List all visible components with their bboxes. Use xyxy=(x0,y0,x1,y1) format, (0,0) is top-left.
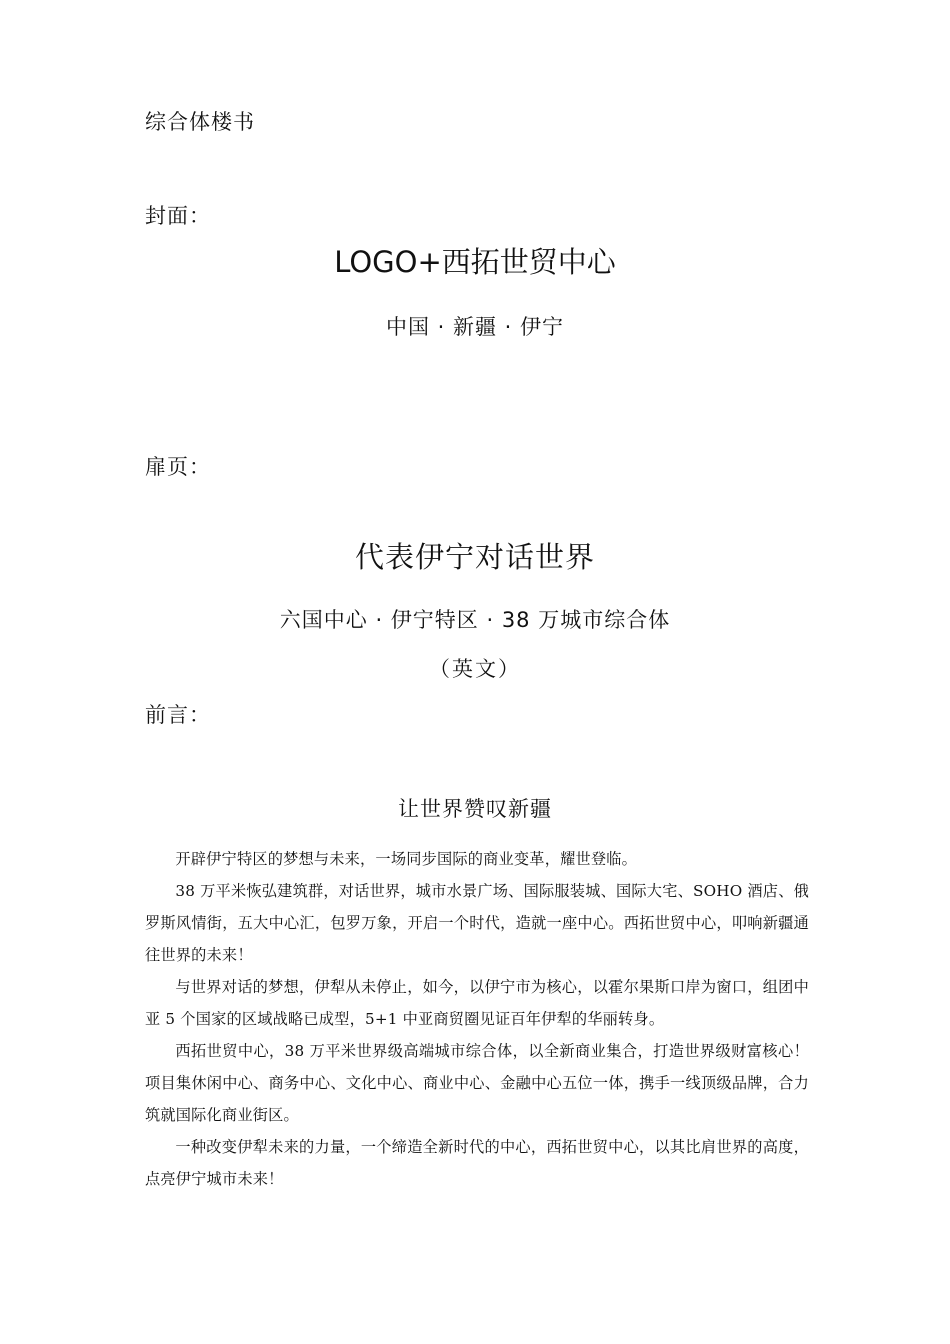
cover-subtitle: 中国 · 新疆 · 伊宁 xyxy=(385,315,565,339)
preface-paragraph: 开辟伊宁特区的梦想与未来，一场同步国际的商业变革，耀世登临。 xyxy=(175,850,638,868)
cover-label: 封面： xyxy=(145,204,211,228)
preface-body xyxy=(145,843,809,1195)
title-page-label: 扉页： xyxy=(145,455,211,479)
title-page-subtitle: 六国中心 · 伊宁特区 · 38 万城市综合体 xyxy=(279,608,671,632)
document-title: 综合体楼书 xyxy=(145,110,255,134)
preface-label: 前言： xyxy=(145,703,211,727)
preface-paragraph: 西拓世贸中心，38 万平米世界级高端城市综合体，以全新商业集合，打造世界级财富核心！项目集休闲中心、商务中心、文化中心、商业中心、金融中心五位一体，携手一线顶级品牌，合力筑就国际化商业街区。 xyxy=(145,1042,809,1124)
preface-paragraph: 一种改变伊犁未来的力量，一个缔造全新时代的中心，西拓世贸中心，以其比肩世界的高度，点亮伊宁城市未来！ xyxy=(145,1138,809,1188)
title-page-heading: 代表伊宁对话世界 xyxy=(354,540,595,574)
title-page-english-note: （英文） xyxy=(429,657,521,681)
preface-title: 让世界赞叹新疆 xyxy=(398,797,552,821)
preface-paragraph: 与世界对话的梦想，伊犁从未停止，如今，以伊宁市为核心，以霍尔果斯口岸为窗口，组团中亚 5 个国家的区域战略已成型，5+1 中亚商贸圈见证百年伊犁的华丽转身。 xyxy=(145,978,809,1028)
cover-title: LOGO+西拓世贸中心 xyxy=(334,245,616,279)
preface-paragraph: 38 万平米恢弘建筑群，对话世界，城市水景广场、国际服装城、国际大宅、SOHO 酒店、俄罗斯风情街，五大中心汇，包罗万象，开启一个时代，造就一座中心。西拓世贸中心，叩响新疆通往世界的未来！ xyxy=(145,882,809,964)
